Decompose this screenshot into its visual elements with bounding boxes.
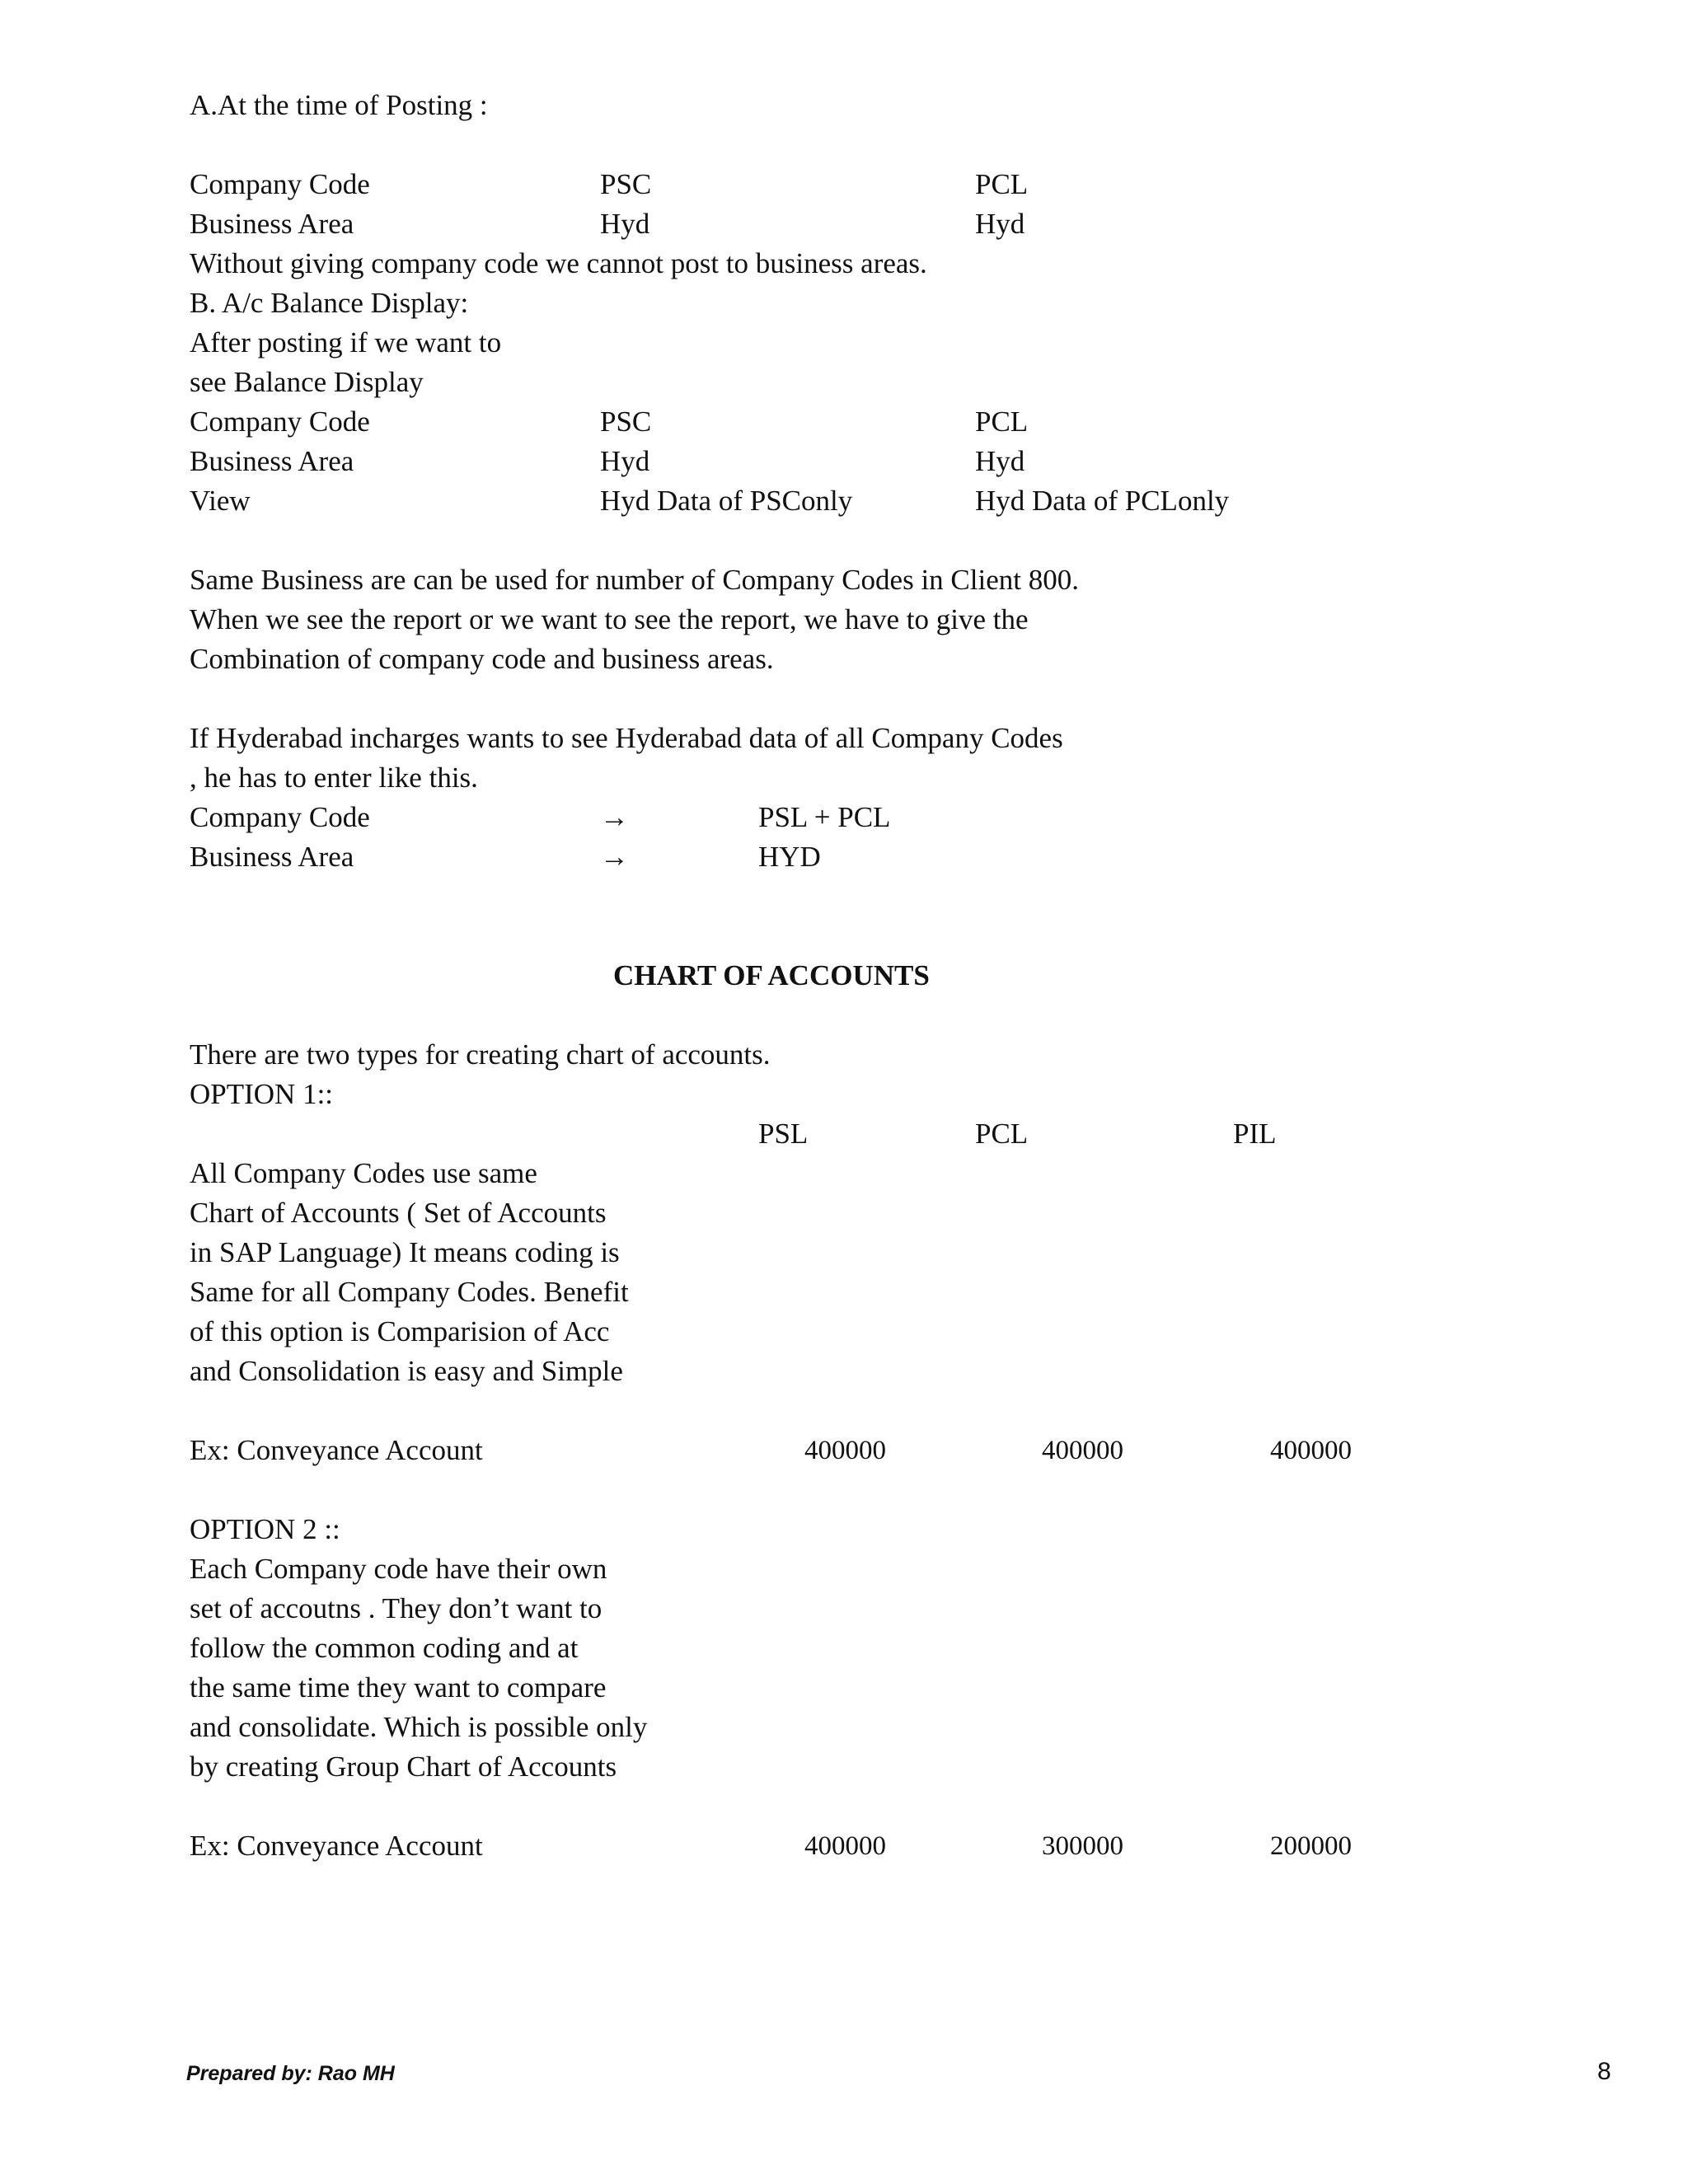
balance-row-col1: Hyd Data of PSConly [600, 485, 853, 517]
column-header-psl: PSL [758, 1118, 809, 1150]
paragraph-line: When we see the report or we want to see the report, we have to give the [190, 603, 1029, 635]
option1-example-value-pil: 400000 [1270, 1436, 1352, 1465]
entry-row-label: Company Code [190, 801, 370, 833]
paragraph-line: Same Business are can be used for number of Company Codes in Client 800. [190, 564, 1079, 596]
arrow-right-icon: → [600, 801, 629, 833]
option1-example-value-psl: 400000 [804, 1436, 886, 1465]
posting-heading: A.At the time of Posting : [190, 89, 488, 121]
paragraph-line: , he has to enter like this. [190, 762, 478, 794]
balance-row-label: Business Area [190, 445, 354, 477]
balance-row-label: Company Code [190, 405, 370, 438]
option2-example-value-pcl: 300000 [1042, 1831, 1123, 1861]
balance-row-col1: Hyd [600, 445, 650, 477]
footer-prepared-by: Prepared by: Rao MH [186, 2062, 395, 2085]
posting-row-col2: Hyd [975, 208, 1025, 240]
option1-description-line: of this option is Comparision of Acc [190, 1315, 610, 1347]
column-header-pil: PIL [1233, 1118, 1277, 1150]
balance-intro-line: After posting if we want to [190, 326, 502, 359]
option1-example-label: Ex: Conveyance Account [190, 1434, 483, 1466]
column-header-pcl: PCL [975, 1118, 1029, 1150]
balance-row-col1: PSC [600, 405, 652, 438]
balance-row-col2: Hyd Data of PCLonly [975, 485, 1230, 517]
option2-description-line: Each Company code have their own [190, 1553, 607, 1585]
option1-description-line: All Company Codes use same [190, 1157, 537, 1189]
balance-row-col2: PCL [975, 405, 1029, 438]
option1-example-value-pcl: 400000 [1042, 1436, 1123, 1465]
posting-row-col1: PSC [600, 168, 652, 200]
option2-label: OPTION 2 :: [190, 1513, 340, 1545]
entry-row-value: HYD [758, 841, 821, 873]
balance-row-label: View [190, 485, 251, 517]
paragraph-line: Combination of company code and business areas. [190, 643, 774, 675]
paragraph-line: If Hyderabad incharges wants to see Hyderabad data of all Company Codes [190, 722, 1063, 754]
posting-row-col1: Hyd [600, 208, 650, 240]
option2-example-value-pil: 200000 [1270, 1831, 1352, 1861]
posting-row-label: Business Area [190, 208, 354, 240]
option1-description-line: in SAP Language) It means coding is [190, 1236, 620, 1268]
page-number: 8 [1597, 2058, 1611, 2085]
option2-description-line: set of accoutns . They don’t want to [190, 1592, 603, 1624]
option1-description-line: Same for all Company Codes. Benefit [190, 1276, 629, 1308]
option2-example-label: Ex: Conveyance Account [190, 1830, 483, 1862]
section-title: CHART OF ACCOUNTS [613, 959, 930, 991]
option2-description-line: and consolidate. Which is possible only [190, 1711, 648, 1743]
posting-note: Without giving company code we cannot post to business areas. [190, 247, 927, 279]
entry-row-label: Business Area [190, 841, 354, 873]
option1-description-line: and Consolidation is easy and Simple [190, 1355, 623, 1387]
balance-row-col2: Hyd [975, 445, 1025, 477]
section-intro: There are two types for creating chart of accounts. [190, 1038, 771, 1071]
arrow-right-icon: → [600, 841, 629, 873]
option2-example-value-psl: 400000 [804, 1831, 886, 1861]
option2-description-line: the same time they want to compare [190, 1671, 607, 1704]
balance-heading: B. A/c Balance Display: [190, 287, 469, 319]
option1-label: OPTION 1:: [190, 1078, 334, 1110]
posting-row-col2: PCL [975, 168, 1029, 200]
balance-intro-line: see Balance Display [190, 366, 424, 398]
entry-row-value: PSL + PCL [758, 801, 891, 833]
option2-description-line: by creating Group Chart of Accounts [190, 1750, 617, 1783]
option2-description-line: follow the common coding and at [190, 1632, 579, 1664]
option1-description-line: Chart of Accounts ( Set of Accounts [190, 1197, 607, 1229]
posting-row-label: Company Code [190, 168, 370, 200]
